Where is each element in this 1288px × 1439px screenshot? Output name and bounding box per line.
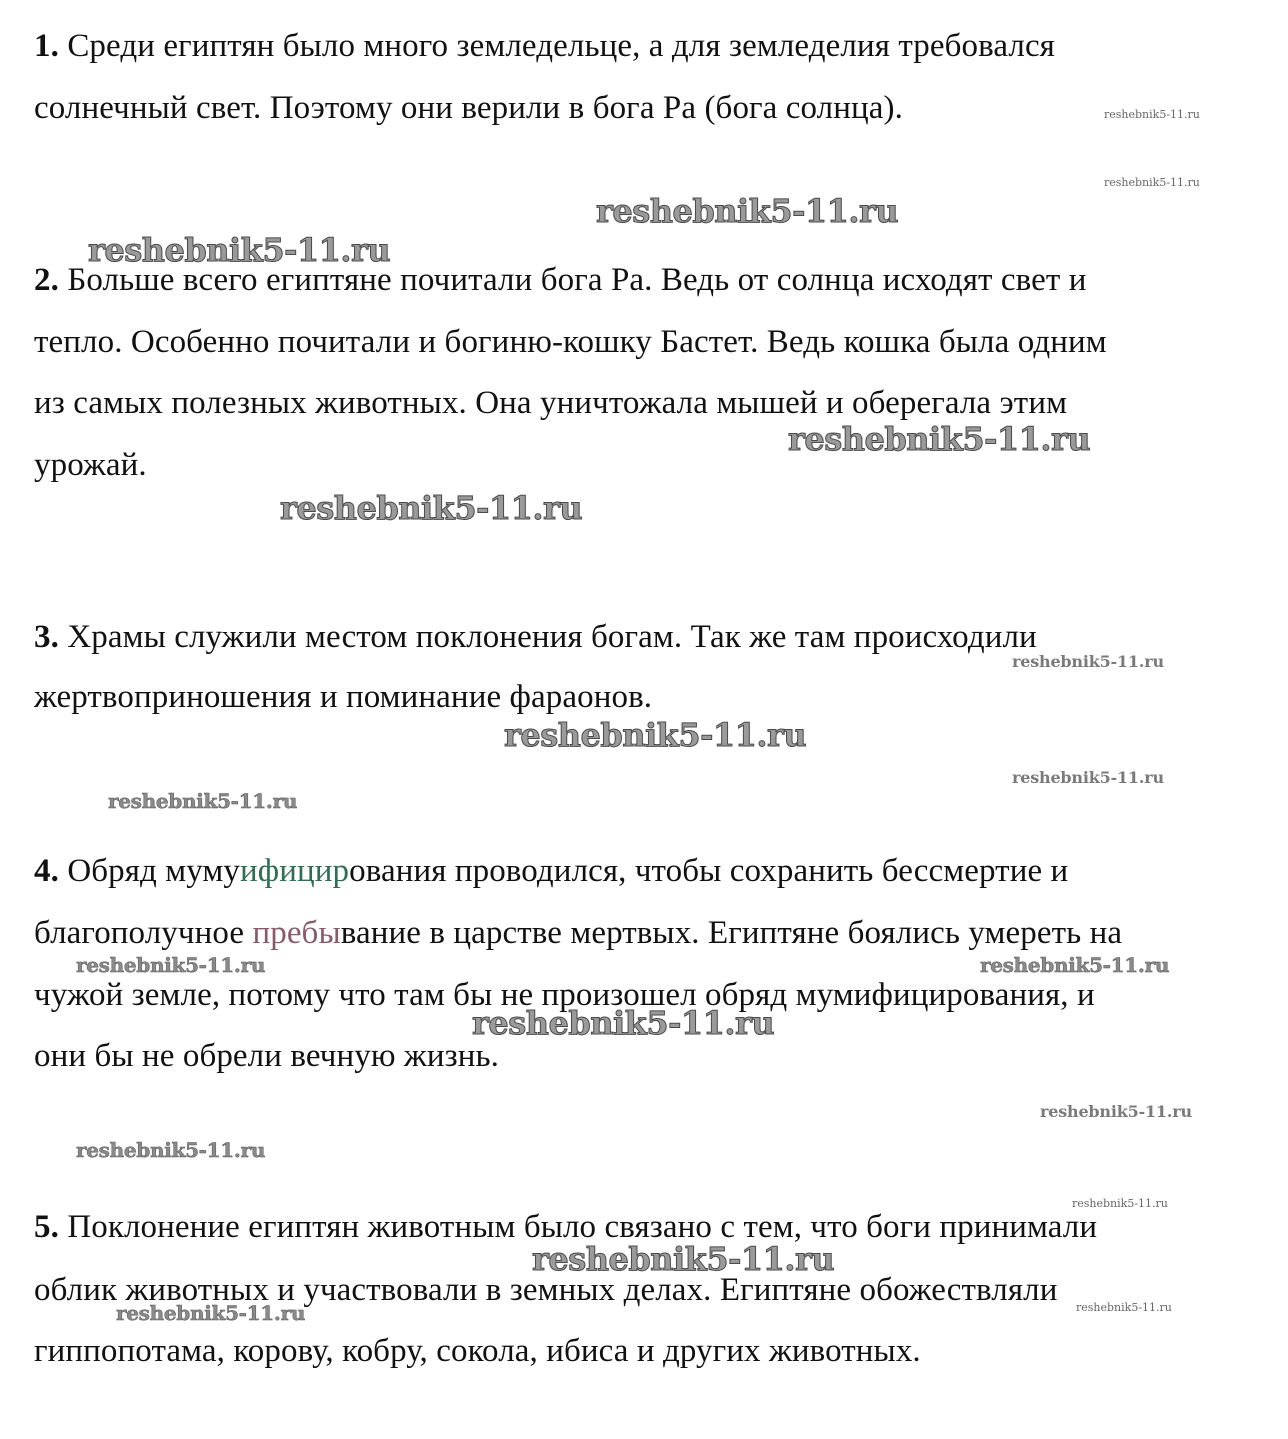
watermark-logo: reshebnik5-11.ru <box>116 1301 306 1325</box>
answer-text: Среди египтян было много земледельце, а для земледелия требовался <box>67 28 1055 64</box>
answer-text-tinted: ифицир <box>239 853 350 889</box>
answer-text: Храмы служили местом поклонения богам. Так же там происходили <box>67 619 1037 655</box>
answer-text: Поклонение египтян животным было связано с тем, что боги принимали <box>67 1209 1098 1245</box>
watermark-logo: reshebnik5-11.ru <box>532 1240 835 1278</box>
answer-text: благополучное <box>34 915 253 951</box>
watermark-logo: reshebnik5-11.ru <box>1040 1102 1192 1121</box>
watermark-logo: reshebnik5-11.ru <box>76 953 266 977</box>
watermark-logo: reshebnik5-11.ru <box>504 716 807 754</box>
watermark-logo: reshebnik5-11.ru <box>1072 1197 1168 1210</box>
answer-1-line-1 <box>34 26 1055 66</box>
answer-number: 2. <box>34 262 59 298</box>
watermark-logo: reshebnik5-11.ru <box>88 231 391 269</box>
answer-4-line-4: они бы не обрели вечную жизнь. <box>34 1038 499 1074</box>
watermark-logo: reshebnik5-11.ru <box>788 420 1091 458</box>
answer-3-line-1 <box>34 617 1037 657</box>
answer-5-line-3: гиппопотама, корову, кобру, сокола, ибиса и других животных. <box>34 1333 921 1369</box>
answer-text-tinted: пребы <box>252 915 341 951</box>
watermark-logo: reshebnik5-11.ru <box>472 1004 775 1042</box>
answer-number: 4. <box>34 853 59 889</box>
answer-text: ования проводился, чтобы сохранить бессмертие и <box>349 853 1069 889</box>
watermark-logo: reshebnik5-11.ru <box>1012 652 1164 671</box>
answer-text: Обряд муму <box>67 853 240 889</box>
answer-4-line-2 <box>34 913 1122 953</box>
answer-4-line-3: чужой земле, потому что там бы не произошел обряд мумифицирования, и <box>34 977 1095 1013</box>
watermark-logo: reshebnik5-11.ru <box>980 953 1170 977</box>
watermark-logo: reshebnik5-11.ru <box>1104 108 1200 121</box>
answer-number: 3. <box>34 619 59 655</box>
watermark-logo: reshebnik5-11.ru <box>1012 768 1164 787</box>
watermark-logo: reshebnik5-11.ru <box>1076 1301 1172 1314</box>
answer-2-line-3: из самых полезных животных. Она уничтожала мышей и оберегала этим <box>34 385 1068 421</box>
answer-text: вание в царстве мертвых. Египтяне боялись умереть на <box>340 915 1123 951</box>
watermark-logo: reshebnik5-11.ru <box>76 1138 266 1162</box>
watermark-logo: reshebnik5-11.ru <box>280 489 583 527</box>
answer-1-line-2: солнечный свет. Поэтому они верили в бога Ра (бога солнца). <box>34 90 903 126</box>
answer-2-line-4: урожай. <box>34 447 147 483</box>
answer-text: Больше всего египтяне почитали бога Ра. Ведь от солнца исходят свет и <box>67 262 1087 298</box>
answer-4-line-1 <box>34 851 1068 891</box>
answer-number: 1. <box>34 28 59 64</box>
answer-2-line-2: тепло. Особенно почитали и богиню-кошку Бастет. Ведь кошка была одним <box>34 324 1107 360</box>
answer-2-line-1 <box>34 260 1087 300</box>
answer-5-line-1 <box>34 1207 1097 1247</box>
answer-3-line-2: жертвоприношения и поминание фараонов. <box>34 679 653 715</box>
watermark-logo: reshebnik5-11.ru <box>596 192 899 230</box>
watermark-logo: reshebnik5-11.ru <box>1104 176 1200 189</box>
watermark-logo: reshebnik5-11.ru <box>108 789 298 813</box>
answer-5-line-2: облик животных и участвовали в земных делах. Египтяне обожествляли <box>34 1272 1058 1308</box>
answer-number: 5. <box>34 1209 59 1245</box>
